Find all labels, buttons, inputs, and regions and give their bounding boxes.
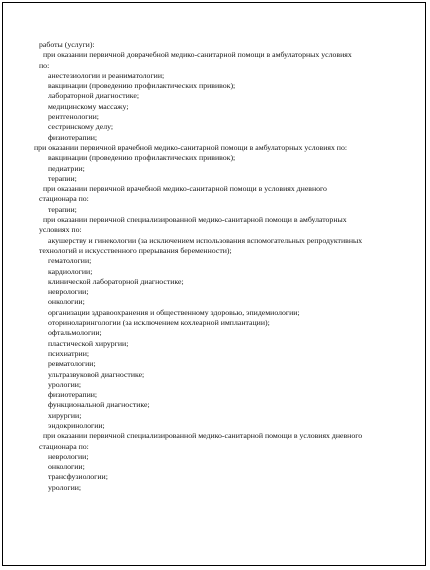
list-item: онкологии; xyxy=(48,297,85,307)
list-item: психиатрии; xyxy=(48,348,90,358)
list-item: вакцинации (проведению профилактических прививок); xyxy=(48,153,236,163)
list-item: урологии; xyxy=(48,379,82,389)
text-line: при оказании первичной доврачебной медико-санитарной помощи в амбулаторных условиях xyxy=(43,50,352,60)
list-item: оториноларингологии (за исключением кохлеарной имплантации); xyxy=(48,318,270,328)
list-item: эндокринологии; xyxy=(48,420,105,430)
text-line: работы (услуги): xyxy=(39,40,95,49)
list-item: урологии; xyxy=(48,482,82,492)
text-line: стационара по: xyxy=(39,194,89,204)
list-item: пластической хирургии; xyxy=(48,338,129,348)
list-item: хирургии; xyxy=(48,410,82,420)
list-item: рентгенологии; xyxy=(48,112,99,122)
list-item: медицинскому массажу; xyxy=(48,101,129,111)
list-item: организации здравоохранения и общественному здоровью, эпидемиологии; xyxy=(48,307,300,317)
list-item: клинической лабораторной диагностике; xyxy=(48,276,184,286)
list-item: акушерству и гинекологии (за исключением использования вспомогательных репродуктивных xyxy=(48,235,363,245)
list-item: гематологии; xyxy=(48,256,92,266)
list-item: кардиологии; xyxy=(48,266,93,276)
text-line: условиях по: xyxy=(39,225,82,235)
list-item: офтальмологии; xyxy=(48,328,102,338)
text-line: при оказании первичной специализированной медико-санитарной помощи в условиях дневного xyxy=(43,431,363,441)
text-line: технологий и искусственного прерывания беременности); xyxy=(39,245,232,255)
list-item: физиотерапии; xyxy=(48,390,98,400)
text-line: при оказании первичной врачебной медико-санитарной помощи в амбулаторных условиях по: xyxy=(34,142,348,152)
list-item: ревматологии; xyxy=(48,359,96,369)
list-item: лабораторной диагностике; xyxy=(48,91,139,101)
list-item: неврологии; xyxy=(48,451,89,461)
list-item: терапии; xyxy=(48,173,77,183)
list-item: функциональной диагностике; xyxy=(48,400,150,410)
list-item: физиотерапии; xyxy=(48,132,98,142)
list-item: онкологии; xyxy=(48,462,85,472)
text-line: по: xyxy=(39,60,50,70)
list-item: анестезиологии и реаниматологии; xyxy=(48,70,165,80)
list-item: ультразвуковой диагностике; xyxy=(48,369,145,379)
list-item: терапии; xyxy=(48,204,77,214)
text-line: при оказании первичной специализированной медико-санитарной помощи в амбулаторных xyxy=(43,215,347,225)
text-line: при оказании первичной врачебной медико-санитарной помощи в условиях дневного xyxy=(43,184,327,194)
list-item: сестринскому делу; xyxy=(48,122,114,132)
list-item: вакцинации (проведению профилактических прививок); xyxy=(48,81,236,91)
list-item: трансфузиологии; xyxy=(48,472,108,482)
list-item: педиатрии; xyxy=(48,163,85,173)
text-line: стационара по: xyxy=(39,441,89,451)
list-item: неврологии; xyxy=(48,287,89,297)
document-body xyxy=(0,40,430,493)
